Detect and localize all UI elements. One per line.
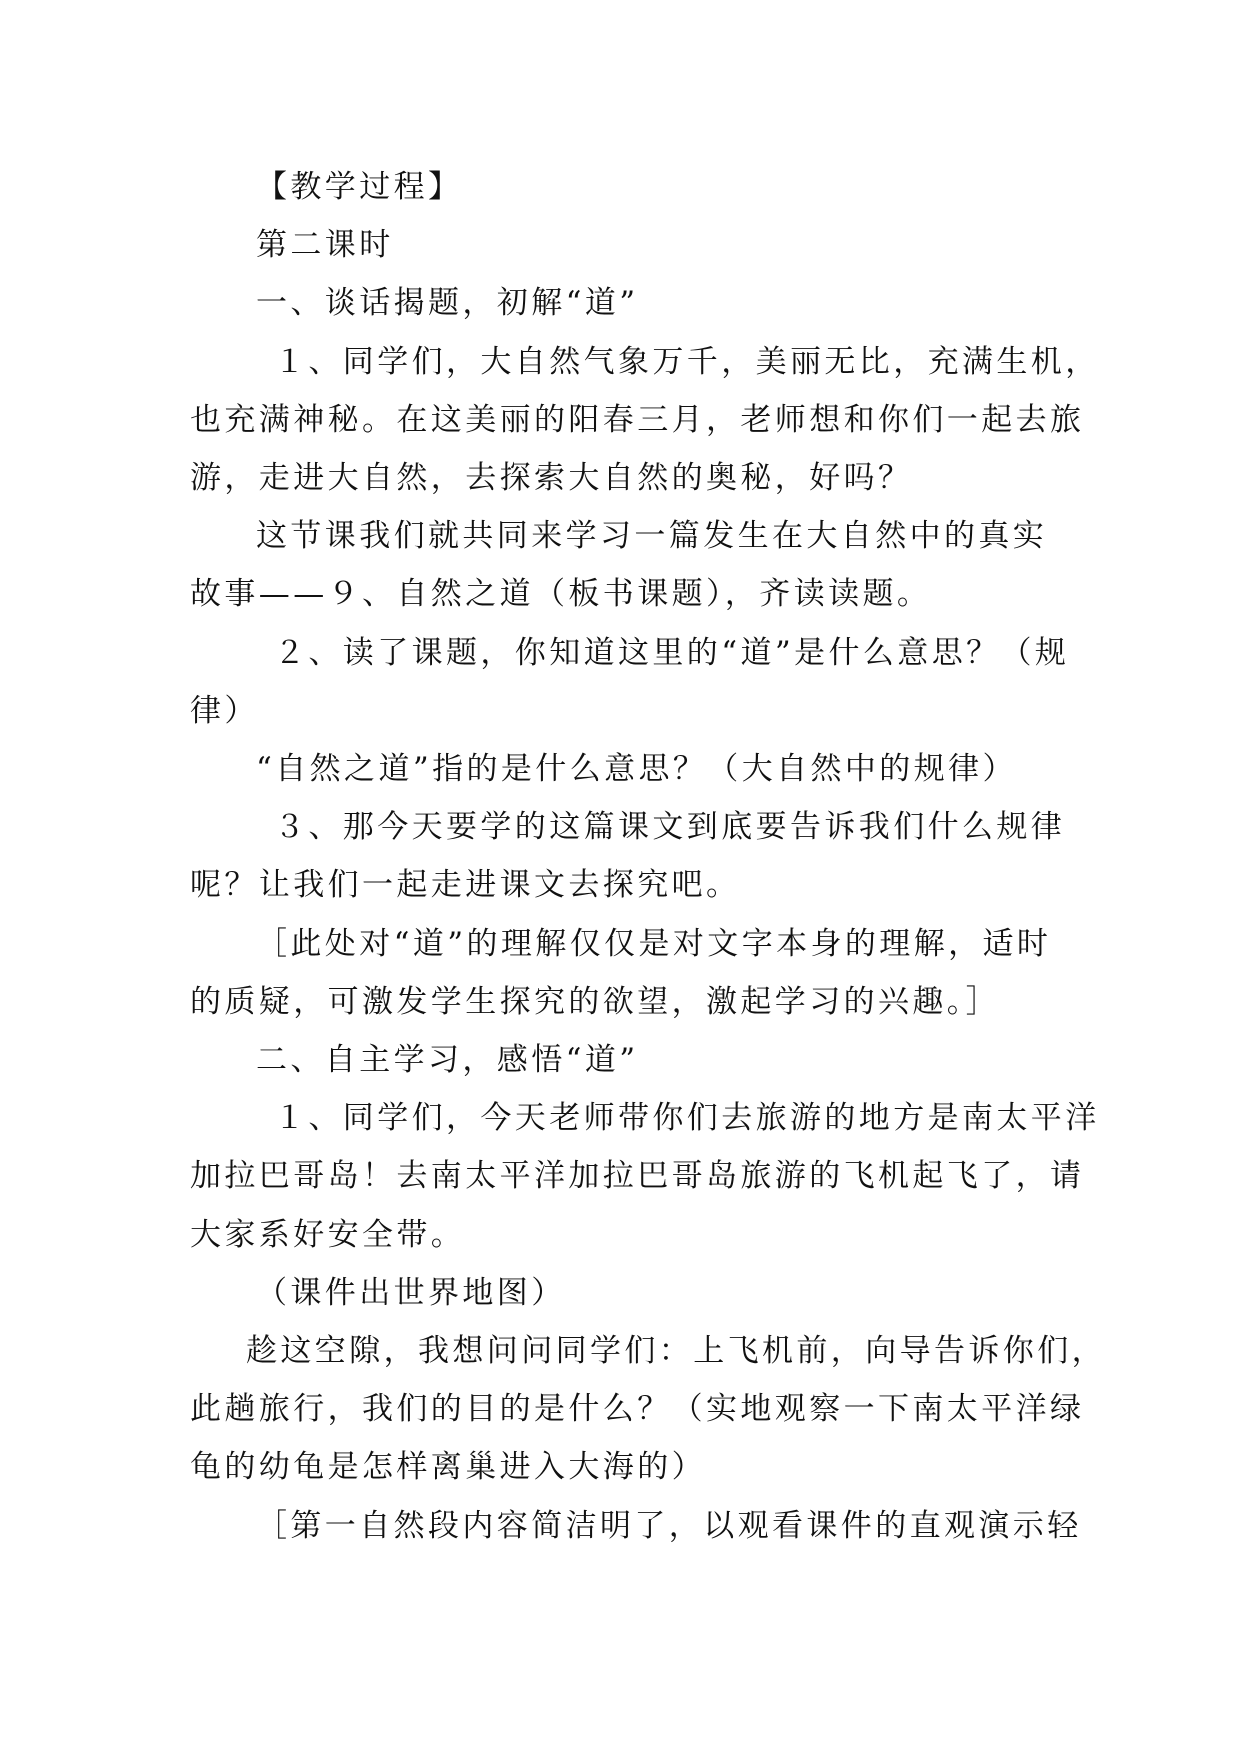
body-line: ２、读了课题，你知道这里的“道”是什么意思？（规 bbox=[274, 634, 1070, 671]
teaching-note-line: ［此处对“道”的理解仅仅是对文字本身的理解，适时 bbox=[256, 925, 1052, 962]
document-body bbox=[190, 158, 1106, 1555]
body-line: 大家系好安全带。 bbox=[190, 1216, 466, 1253]
teaching-note-line: 的质疑，可激发学生探究的欲望，激起学习的兴趣。］ bbox=[190, 983, 1001, 1020]
body-line: 呢？让我们一起走进课文去探究吧。 bbox=[190, 867, 741, 904]
body-line: 故事——９、自然之道（板书课题），齐读读题。 bbox=[190, 576, 932, 613]
lesson-period-label: 第二课时 bbox=[256, 227, 394, 264]
body-line: 这节课我们就共同来学习一篇发生在大自然中的真实 bbox=[256, 518, 1048, 555]
section-heading-part-one: 一、谈话揭题，初解“道” bbox=[256, 285, 639, 322]
section-heading-teaching-process: 【教学过程】 bbox=[256, 169, 463, 205]
teaching-note-line: ［第一自然段内容简洁明了，以观看课件的直观演示轻 bbox=[256, 1507, 1082, 1544]
body-line: １、同学们，大自然气象万千，美丽无比，充满生机， bbox=[274, 343, 1100, 380]
body-line: （课件出世界地图） bbox=[256, 1274, 566, 1311]
body-line: “自然之道”指的是什么意思？（大自然中的规律） bbox=[256, 751, 1017, 788]
body-line: 游，走进大自然，去探索大自然的奥秘，好吗？ bbox=[190, 460, 913, 497]
section-heading-part-two: 二、自主学习，感悟“道” bbox=[256, 1042, 639, 1079]
body-line: 龟的幼龟是怎样离巢进入大海的） bbox=[190, 1449, 706, 1486]
body-line: 也充满神秘。在这美丽的阳春三月，老师想和你们一起去旅 bbox=[190, 401, 1085, 438]
body-line: １、同学们，今天老师带你们去旅游的地方是南太平洋 bbox=[274, 1100, 1100, 1137]
body-line: 趁这空隙，我想问问同学们：上飞机前，向导告诉你们， bbox=[246, 1333, 1106, 1370]
body-line: 加拉巴哥岛！去南太平洋加拉巴哥岛旅游的飞机起飞了，请 bbox=[190, 1158, 1085, 1195]
body-line: 律） bbox=[190, 692, 259, 729]
body-line: 此趟旅行，我们的目的是什么？（实地观察一下南太平洋绿 bbox=[190, 1391, 1085, 1428]
body-line: ３、那今天要学的这篇课文到底要告诉我们什么规律 bbox=[274, 809, 1066, 846]
